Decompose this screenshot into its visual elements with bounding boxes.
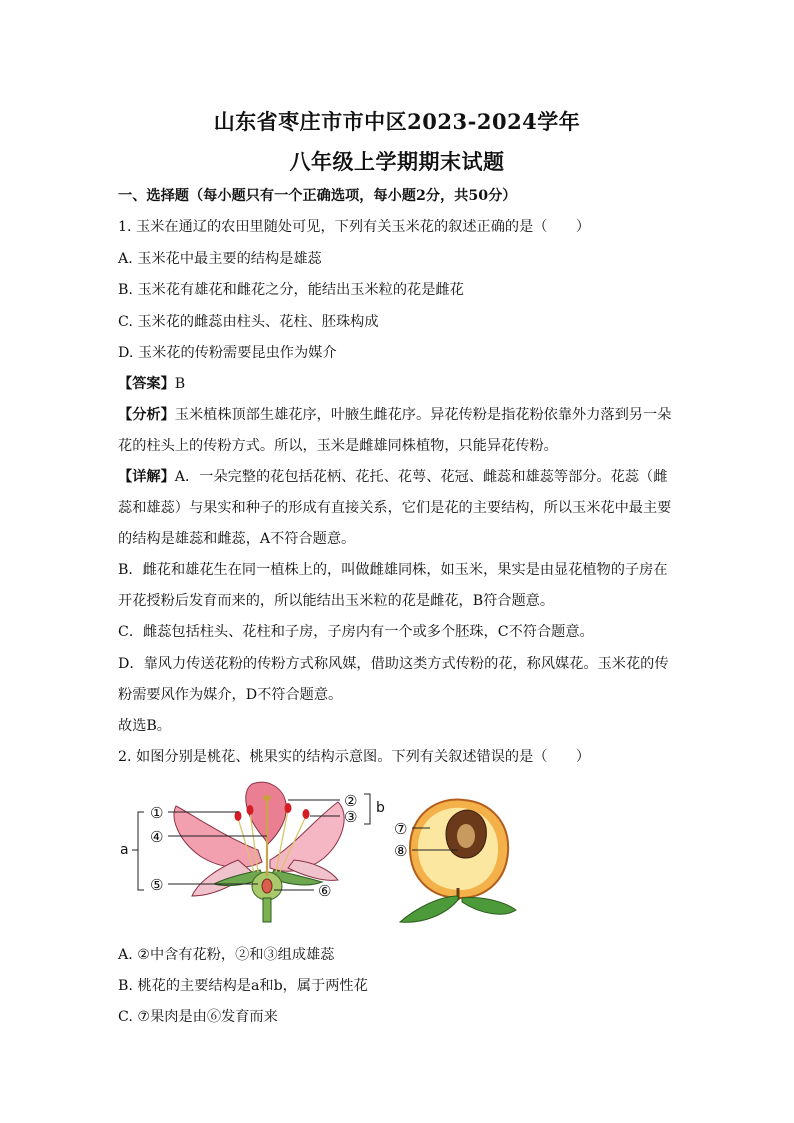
q2-option-a: A. ②中含有花粉，②和③组成雄蕊: [118, 947, 335, 963]
label-6: ⑥: [318, 882, 332, 900]
q1-detail-line2: 蕊和雄蕊）与果实和种子的形成有直接关系，它们是花的主要结构，所以玉米花中最主要: [118, 500, 672, 516]
q1-detail-line5: 开花授粉后发育而来的，所以能结出玉米粒的花是雌花，B符合题意。: [118, 593, 555, 609]
q1-answer: [118, 375, 678, 393]
q1-option-a: A. 玉米花中最主要的结构是雄蕊: [118, 251, 322, 267]
seed: [457, 824, 475, 848]
fruit-leaf-left: [400, 896, 458, 922]
q1-analysis-line1: [118, 406, 678, 424]
q1-stem: 1. 玉米在通辽的农田里随处可见，下列有关玉米花的叙述正确的是（ ）: [118, 219, 591, 235]
q2-option-b: B. 桃花的主要结构是a和b，属于两性花: [118, 978, 368, 994]
document-title-line1: 山东省枣庄市市中区2023-2024学年: [213, 109, 581, 134]
q1-option-b: B. 玉米花有雄花和雌花之分，能结出玉米粒的花是雌花: [118, 282, 464, 298]
label-2: ②: [344, 792, 358, 810]
document-title-line2: 八年级上学期期末试题: [289, 149, 505, 174]
label-a: a: [120, 842, 129, 858]
ovule: [262, 879, 272, 893]
q1-conclusion: 故选B。: [118, 718, 171, 734]
label-b: b: [376, 800, 385, 816]
q1-detail-line8: 粉需要风作为媒介，D不符合题意。: [118, 687, 343, 703]
q2-figure: [118, 778, 538, 932]
peach-flower-illustration: [174, 782, 344, 922]
flower-stalk: [263, 898, 271, 922]
petal-left: [174, 806, 262, 867]
q2-figure-svg: [118, 778, 538, 928]
section-header: 一、选择题（每小题只有一个正确选项，每小题2分，共50分）: [118, 188, 517, 204]
anther-3: [303, 809, 310, 819]
label-8: ⑧: [394, 842, 408, 860]
anther-2: [285, 803, 292, 813]
stigma: [263, 795, 271, 801]
peach-fruit-illustration: [400, 799, 516, 922]
anther-1: [247, 805, 254, 815]
q2-stem: 2. 如图分别是桃花、桃果实的结构示意图。下列有关叙述错误的是（ ）: [118, 749, 591, 765]
q2-option-c: C. ⑦果肉是由⑥发育而来: [118, 1009, 278, 1025]
q1-detail-line3: 的结构是雄蕊和雌蕊，A不符合题意。: [118, 531, 356, 547]
detail-tag: 【详解】: [118, 469, 175, 485]
analysis-tag: 【分析】: [118, 407, 175, 423]
q1-option-d: D. 玉米花的传粉需要昆虫作为媒介: [118, 345, 337, 361]
q1-detail-line1: [118, 468, 678, 486]
label-7: ⑦: [394, 820, 408, 838]
answer-value: B: [174, 376, 186, 392]
answer-tag: 【答案】: [118, 376, 175, 392]
fruit-labels: [394, 820, 407, 860]
label-3: ③: [344, 808, 358, 826]
q1-detail-line7: D．靠风力传送花粉的传粉方式称风媒，借助这类方式传粉的花，称风媒花。玉米花的传: [118, 656, 669, 672]
label-1: ①: [150, 804, 164, 822]
q1-detail-line4: B．雌花和雄花生在同一植株上的，叫做雌雄同株，如玉米，果实是由显花植物的子房在: [118, 562, 668, 578]
fruit-leaf-right: [462, 898, 516, 915]
label-5: ⑤: [150, 876, 164, 894]
label-4: ④: [150, 828, 164, 846]
q1-analysis-line2: 花的柱头上的传粉方式。所以，玉米是雌雄同株植物，只能异花传粉。: [118, 438, 558, 454]
q1-option-c: C. 玉米花的雌蕊由柱头、花柱、胚珠构成: [118, 314, 379, 330]
q1-detail-line6: C．雌蕊包括柱头、花柱和子房，子房内有一个或多个胚珠，C不符合题意。: [118, 624, 594, 640]
analysis-text1: 玉米植株顶部生雄花序，叶腋生雌花序。异花传粉是指花粉依靠外力落到另一朵: [174, 407, 672, 423]
detail-text1: A．一朵完整的花包括花柄、花托、花萼、花冠、雌蕊和雄蕊等部分。花蕊（雌: [174, 469, 668, 485]
